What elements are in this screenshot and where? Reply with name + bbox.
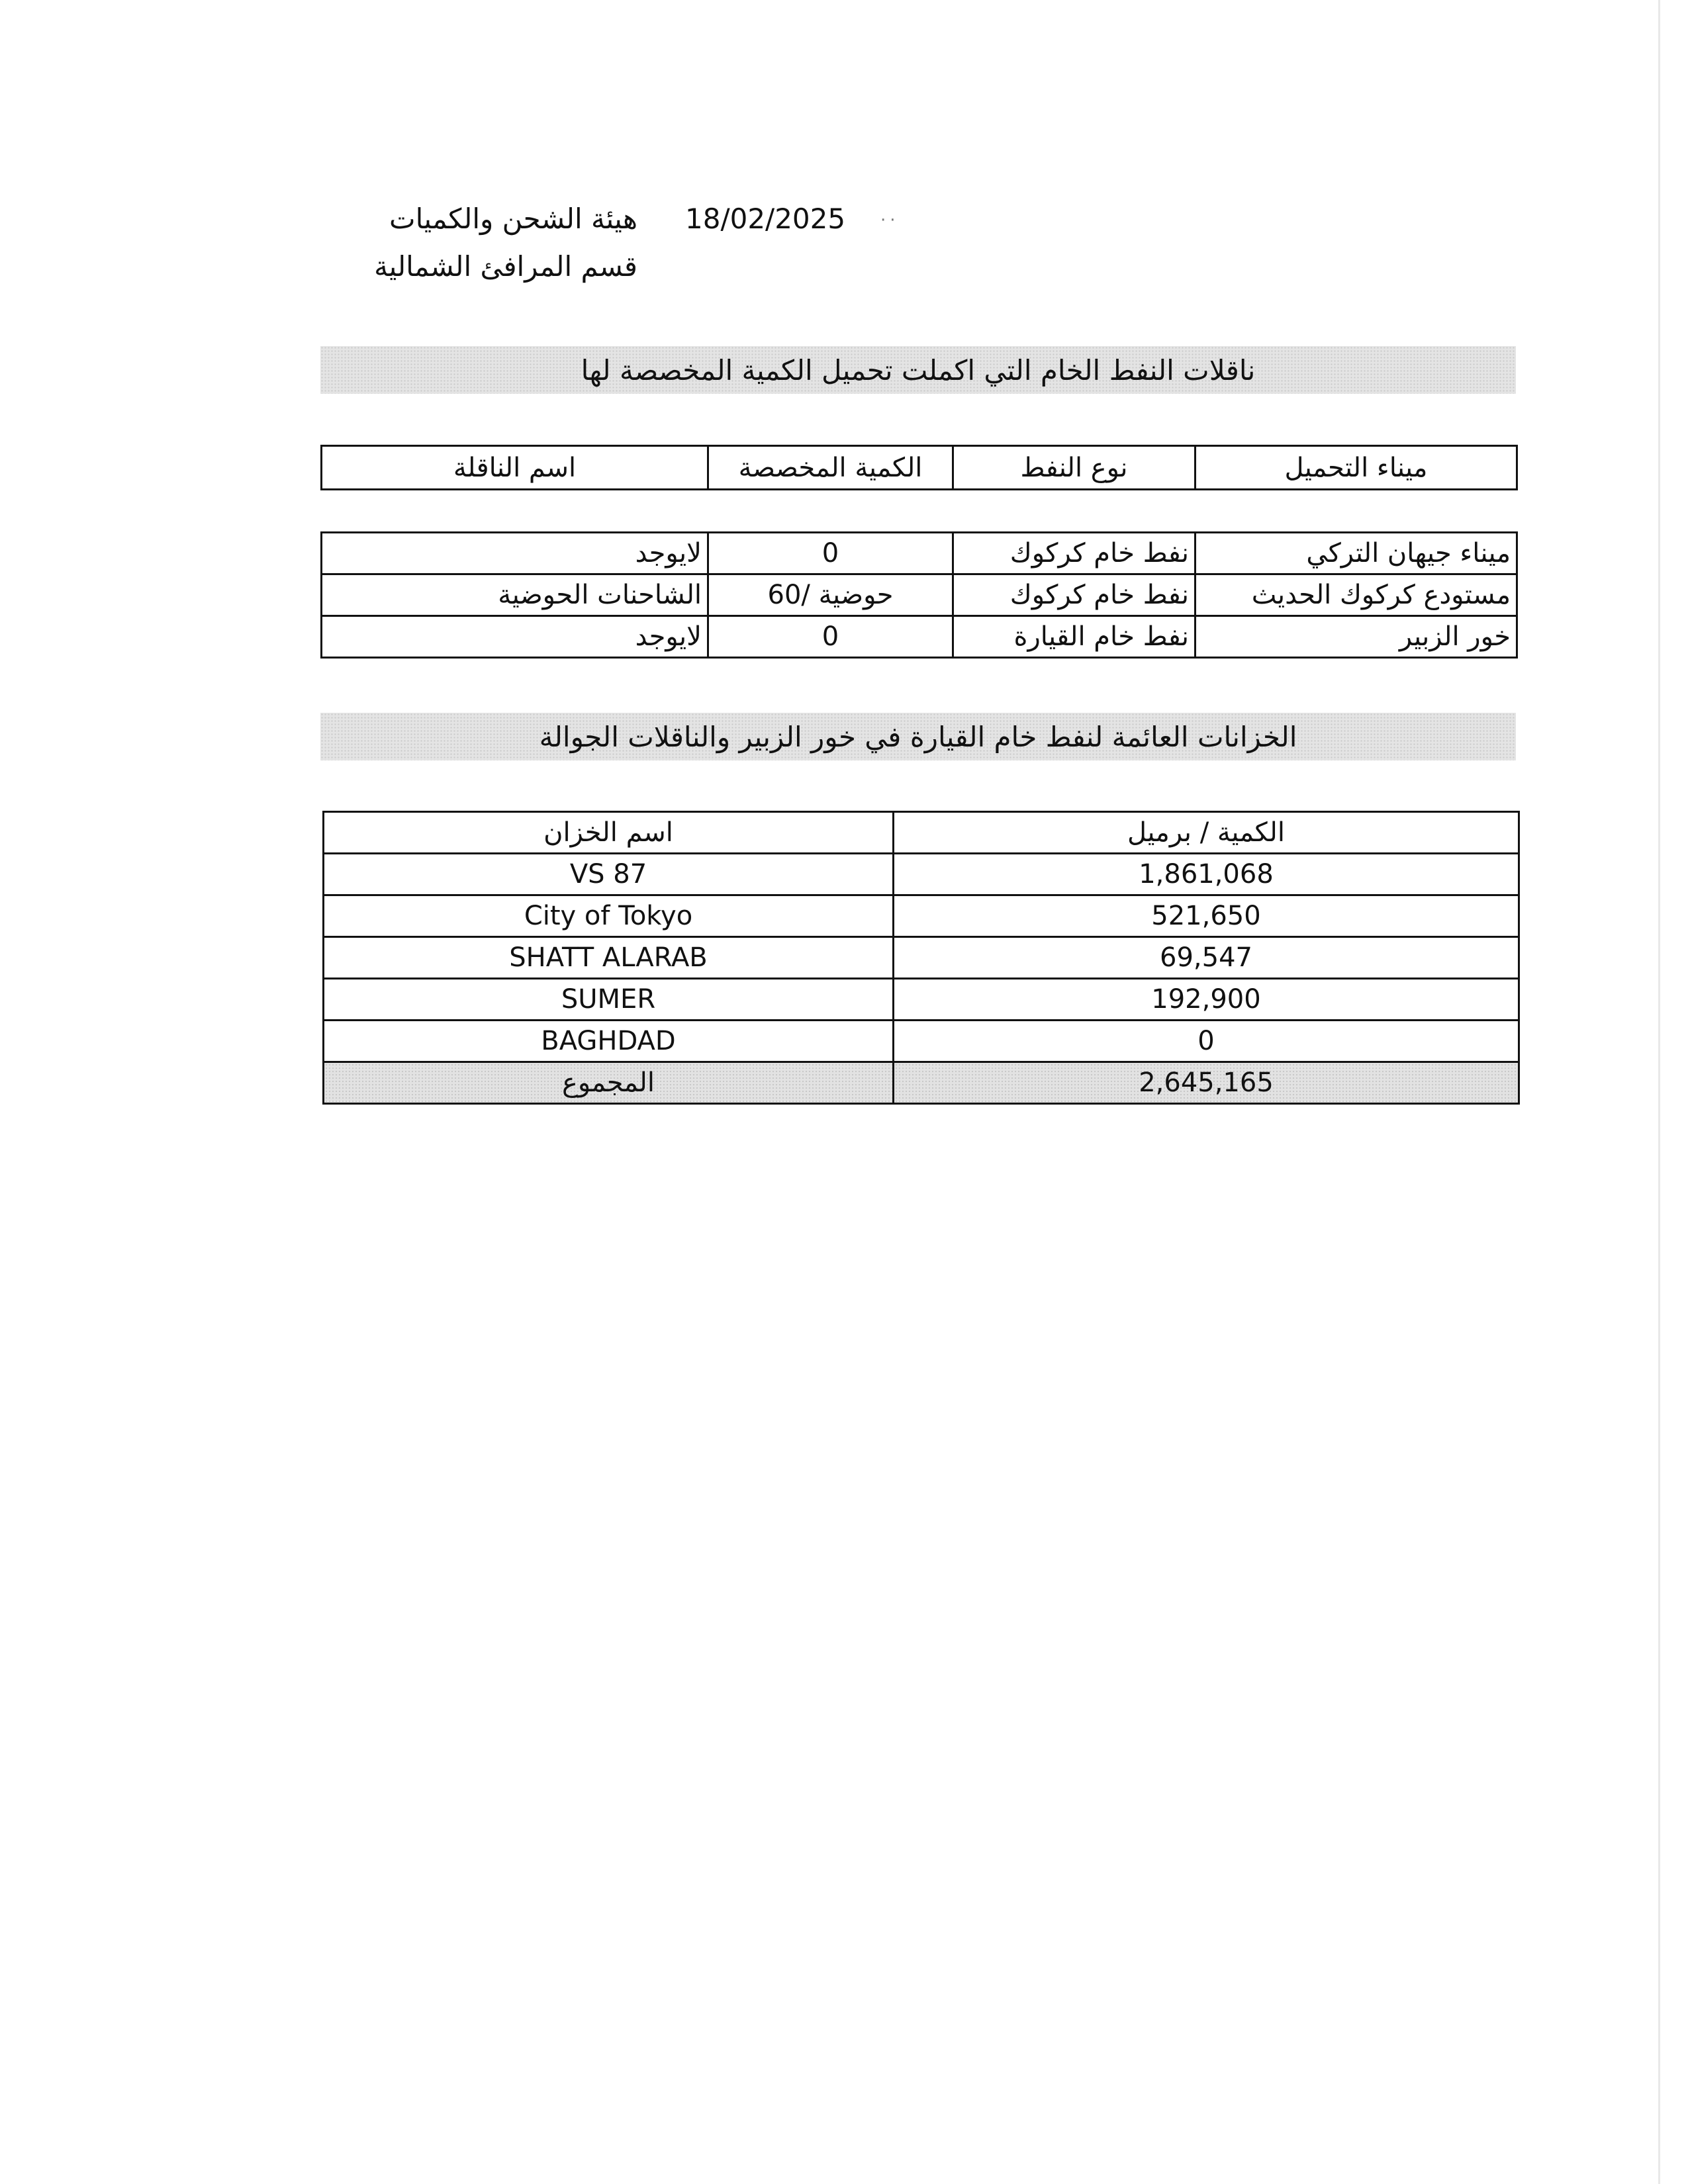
col-tank-name: اسم الخزان xyxy=(324,812,894,854)
quantity-cell: 192,900 xyxy=(894,979,1519,1021)
quantity-cell: 0 xyxy=(894,1021,1519,1062)
quantity-cell: 69,547 xyxy=(894,937,1519,979)
col-oil-type: نوع النفط xyxy=(953,446,1196,490)
organization-name: هيئة الشحن والكميات xyxy=(389,203,637,235)
allocated-quantity-cell: حوضية /60 xyxy=(708,574,953,616)
tanker-name-cell: لايوجد xyxy=(322,616,708,658)
document-date: 18/02/2025 xyxy=(685,203,846,235)
table-row xyxy=(322,574,1517,616)
allocated-quantity-cell: 0 xyxy=(708,616,953,658)
col-loading-port: ميناء التحميل xyxy=(1196,446,1517,490)
tank-name-cell: City of Tokyo xyxy=(324,895,894,937)
table-row xyxy=(324,854,1519,895)
tankers-header-table xyxy=(320,445,1518,490)
page-edge-line xyxy=(1658,0,1660,2184)
table-row xyxy=(322,616,1517,658)
tank-name-cell: SUMER xyxy=(324,979,894,1021)
col-tanker-name: اسم الناقلة xyxy=(322,446,708,490)
table-row xyxy=(322,533,1517,574)
loading-port-cell: مستودع كركوك الحديث xyxy=(1196,574,1517,616)
oil-type-cell: نفط خام كركوك xyxy=(953,574,1196,616)
table-row xyxy=(324,1021,1519,1062)
table-header-row xyxy=(324,812,1519,854)
quantity-cell: 1,861,068 xyxy=(894,854,1519,895)
floating-storage-title: الخزانات العائمة لنفط خام القيارة في خور الزبير والناقلات الجوالة xyxy=(320,713,1516,760)
tanker-name-cell: لايوجد xyxy=(322,533,708,574)
total-row xyxy=(324,1062,1519,1104)
tank-name-cell: SHATT ALARAB xyxy=(324,937,894,979)
tank-name-cell: VS 87 xyxy=(324,854,894,895)
col-allocated-quantity: الكمية المخصصة xyxy=(708,446,953,490)
tanker-name-cell: الشاحنات الحوضية xyxy=(322,574,708,616)
oil-type-cell: نفط خام القيارة xyxy=(953,616,1196,658)
quantity-cell: 521,650 xyxy=(894,895,1519,937)
floating-storage-table xyxy=(322,811,1520,1105)
loading-port-cell: خور الزبير xyxy=(1196,616,1517,658)
tank-name-cell: BAGHDAD xyxy=(324,1021,894,1062)
table-row xyxy=(324,979,1519,1021)
completed-tankers-title: ناقلات النفط الخام التي اكملت تحميل الكمية المخصصة لها xyxy=(320,346,1516,394)
department-name: قسم المرافئ الشمالية xyxy=(374,250,637,283)
allocated-quantity-cell: 0 xyxy=(708,533,953,574)
total-quantity-cell: 2,645,165 xyxy=(894,1062,1519,1104)
scan-mark: ·· xyxy=(880,210,900,230)
col-quantity-barrels: الكمية / برميل xyxy=(894,812,1519,854)
total-label-cell: المجموع xyxy=(324,1062,894,1104)
oil-type-cell: نفط خام كركوك xyxy=(953,533,1196,574)
tankers-table xyxy=(320,531,1518,659)
loading-port-cell: ميناء جيهان التركي xyxy=(1196,533,1517,574)
table-row xyxy=(324,937,1519,979)
table-row xyxy=(324,895,1519,937)
